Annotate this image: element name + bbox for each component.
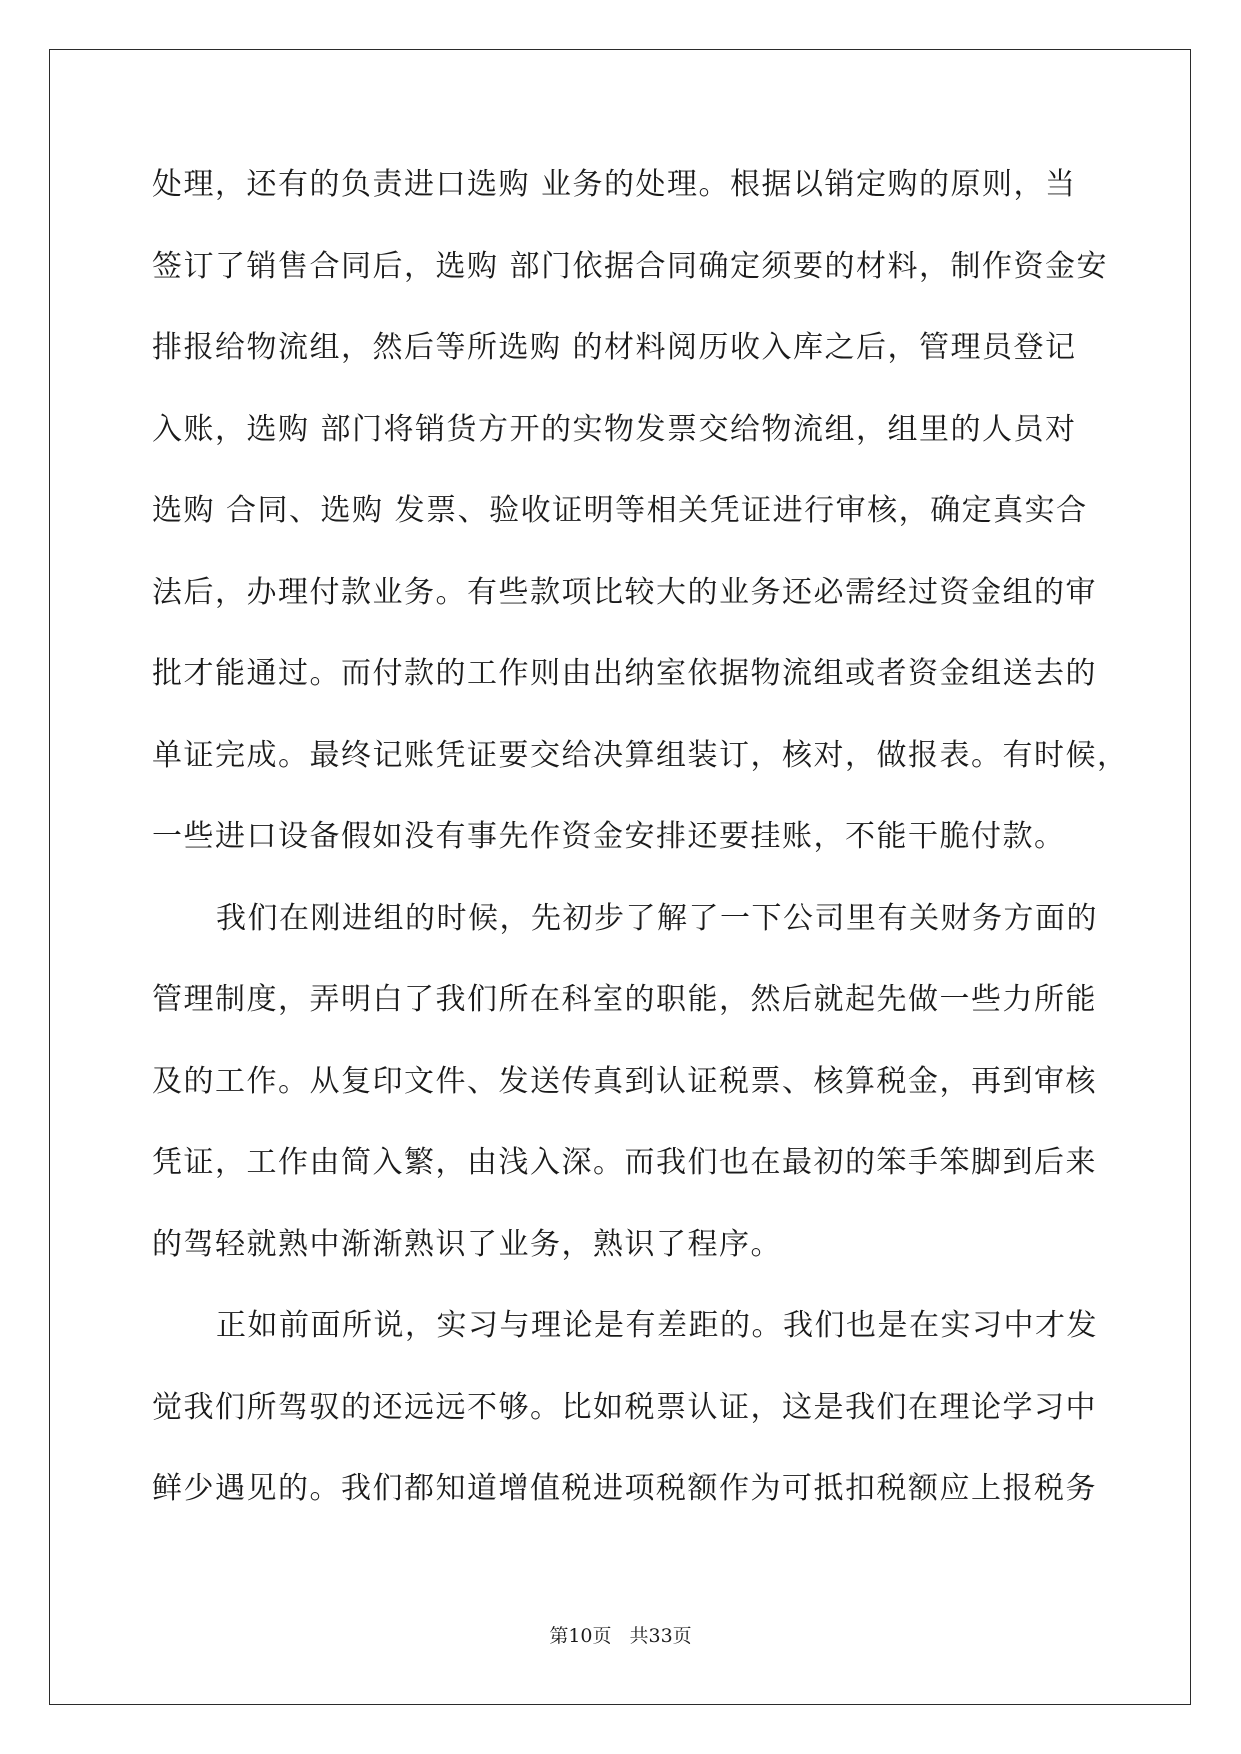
document-body	[152, 160, 1129, 1546]
text-line: 的驾轻就熟中渐渐熟识了业务，熟识了程序。	[152, 1226, 782, 1262]
paragraph-start-line: 我们在刚进组的时候，先初步了解了一下公司里有关财务方面的	[216, 900, 1098, 936]
text-line: 凭证，工作由简入繁，由浅入深。而我们也在最初的笨手笨脚到后来	[152, 1145, 1097, 1180]
text-line: 法后，办理付款业务。有些款项比较大的业务还必需经过资金组的审	[152, 574, 1097, 610]
text-line: 管理制度，弄明白了我们所在科室的职能，然后就起先做一些力所能	[152, 982, 1097, 1017]
text-line: 批才能通过。而付款的工作则由出纳室依据物流组或者资金组送去的	[152, 656, 1097, 691]
text-line: 单证完成。最终记账凭证要交给决算组装订，核对，做报表。有时候，	[152, 737, 1129, 773]
paragraph-start-line: 正如前面所说，实习与理论是有差距的。我们也是在实习中才发	[216, 1308, 1098, 1343]
text-line: 处理，还有的负责进口选购 业务的处理。根据以销定购的原则，当	[152, 167, 1077, 202]
page-number: 第10页	[549, 1625, 612, 1647]
text-line: 选购 合同、选购 发票、验收证明等相关凭证进行审核，确定真实合	[152, 493, 1088, 528]
text-line: 入账，选购 部门将销货方开的实物发票交给物流组，组里的人员对	[152, 411, 1077, 447]
text-line: 排报给物流组，然后等所选购 的材料阅历收入库之后，管理员登记	[152, 330, 1077, 365]
page-total: 共33页	[629, 1625, 692, 1647]
page-footer	[0, 1621, 1241, 1648]
text-line: 一些进口设备假如没有事先作资金安排还要挂账，不能干脆付款。	[152, 819, 1066, 854]
text-line: 签订了销售合同后，选购 部门依据合同确定须要的材料，制作资金安	[152, 248, 1109, 284]
text-line: 鲜少遇见的。我们都知道增值税进项税额作为可抵扣税额应上报税务	[152, 1471, 1097, 1506]
text-line: 及的工作。从复印文件、发送传真到认证税票、核算税金，再到审核	[152, 1063, 1097, 1099]
text-line: 觉我们所驾驭的还远远不够。比如税票认证，这是我们在理论学习中	[152, 1389, 1097, 1425]
